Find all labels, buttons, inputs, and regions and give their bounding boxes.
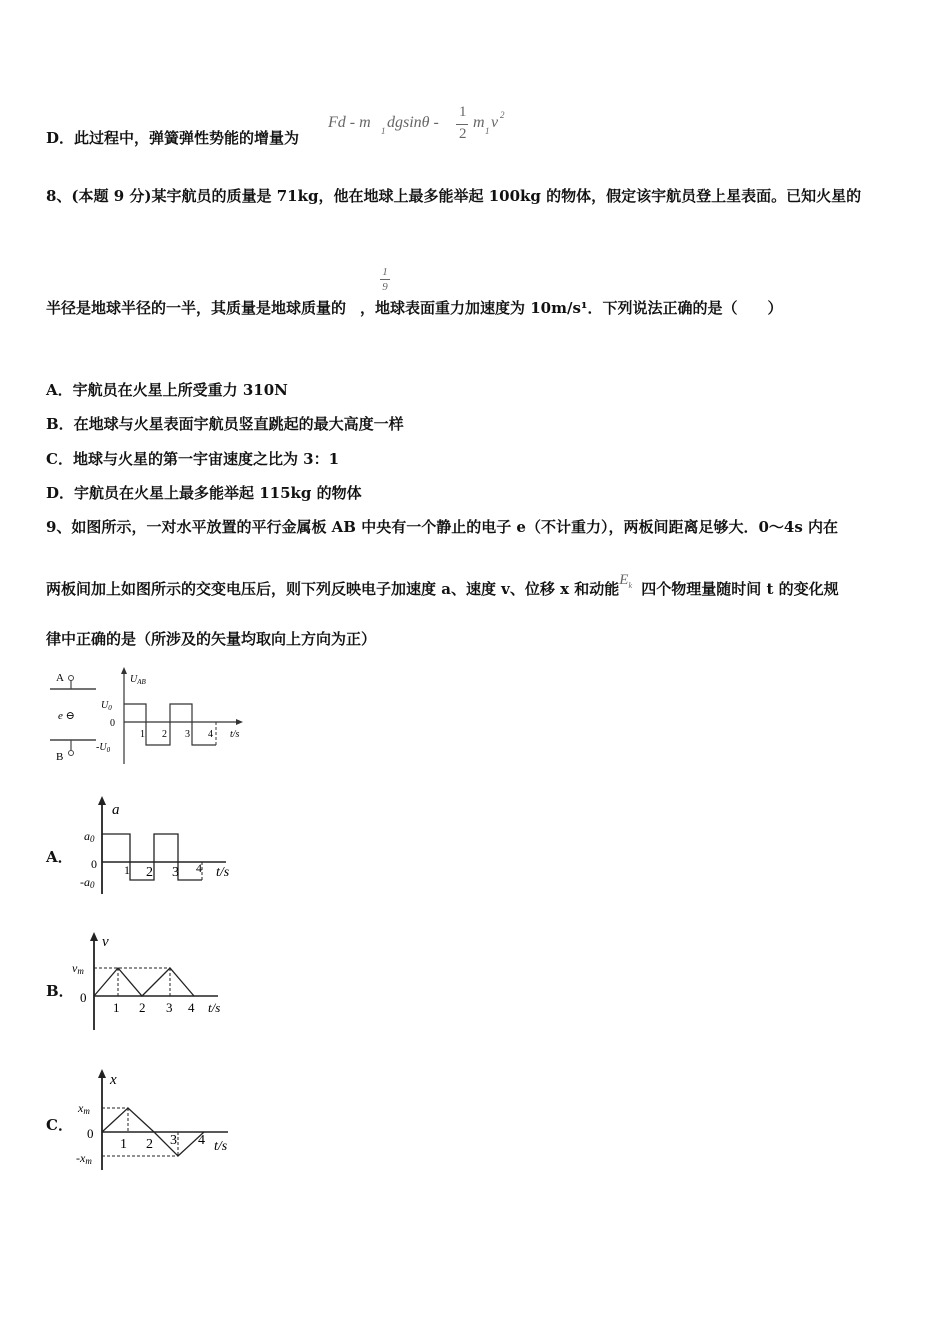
q9-option-c-graph	[74, 1064, 244, 1178]
q8-stem-line2b: ，地球表面重力加速度为 10m/s¹．下列说法正确的是（ ）	[360, 299, 783, 317]
opt-b-y-label: v	[102, 934, 109, 950]
q9-ek	[619, 570, 641, 596]
formula-sub-1: 1	[381, 126, 386, 136]
opt-c-tick-1: 1	[120, 1137, 127, 1152]
opt-c-neg-label: -xm	[76, 1151, 92, 1166]
q9-stem-line2a: 两板间加上如图所示的交变电压后，则下列反映电子加速度 a、速度 v、位移 x 和动能	[46, 580, 620, 598]
formula-frac-num: 1	[459, 104, 467, 120]
q9-ek-sub: k	[628, 581, 633, 590]
q8-stem-line2	[46, 298, 782, 318]
formula-part-c: m	[473, 114, 485, 131]
opt-c-tick-4: 4	[198, 1133, 205, 1148]
q7-option-d	[46, 128, 299, 148]
plate-b-label: B	[56, 751, 64, 763]
formula-frac-den: 2	[459, 126, 467, 142]
q7-formula	[328, 106, 528, 150]
opt-b-wave	[94, 968, 194, 996]
q8-option-a: A．宇航员在火星上所受重力 310N	[46, 381, 288, 399]
main-tick-3: 3	[185, 729, 190, 740]
formula-part-d: v	[491, 114, 499, 131]
opt-b-pos-label: vm	[72, 961, 84, 976]
main-tick-4: 4	[208, 729, 213, 740]
main-tick-1: 1	[140, 729, 145, 740]
electron-label: e ⊖	[58, 710, 75, 722]
formula-sup: 2	[500, 110, 505, 120]
opt-b-origin: 0	[80, 990, 87, 1005]
q9-ek-main: E	[619, 572, 629, 588]
opt-c-tick-3: 3	[170, 1133, 177, 1148]
opt-a-y-label: a	[112, 802, 120, 818]
q8-frac-bar	[380, 279, 390, 280]
origin-label: 0	[110, 718, 115, 729]
q9-option-c-label: C．	[46, 1116, 73, 1134]
opt-c-y-label: x	[110, 1072, 117, 1088]
q8-frac-num: 1	[382, 266, 388, 278]
opt-b-tick-3: 3	[166, 1000, 173, 1015]
uab-label: $U_{AB}$	[130, 674, 146, 686]
q8-option-b: B．在地球与火星表面宇航员竖直跳起的最大高度一样	[46, 415, 404, 433]
opt-c-t-label: t/s	[214, 1139, 228, 1154]
opt-c-tick-2: 2	[146, 1137, 153, 1152]
q7-option-d-text: D．此过程中，弹簧弹性势能的增量为	[46, 129, 300, 147]
formula-frac-bar	[456, 124, 468, 125]
neg-u0-label: $-U_0$	[96, 742, 111, 754]
q8-frac-den: 9	[382, 281, 388, 293]
opt-a-tick-3: 3	[172, 865, 179, 880]
q9-option-b-graph	[68, 928, 238, 1038]
opt-b-tick-4: 4	[188, 1000, 195, 1015]
plate-a-label: A	[56, 672, 64, 684]
q8-option-c: C．地球与火星的第一宇宙速度之比为 3：1	[46, 450, 340, 468]
q9-option-b-label: B．	[46, 982, 74, 1000]
q9-main-figure	[44, 664, 254, 772]
q9-stem-line1: 9、如图所示，一对水平放置的平行金属板 AB 中央有一个静止的电子 e（不计重力），两板间距离足够大．0～4s 内在	[46, 518, 839, 536]
opt-a-origin: 0	[91, 857, 97, 871]
opt-a-tick-1: 1	[124, 863, 130, 877]
opt-a-tick-4: 4	[196, 861, 202, 875]
opt-c-pos-label: xm	[78, 1101, 90, 1116]
opt-a-neg-label: -a0	[80, 875, 95, 890]
q9-stem-line2b: 四个物理量随时间 t 的变化规	[641, 580, 839, 598]
opt-a-t-label: t/s	[216, 865, 230, 880]
formula-part-a: Fd - m	[328, 114, 371, 131]
formula-sub-2: 1	[485, 126, 490, 136]
u0-label: $U_0$	[101, 700, 112, 712]
q8-fraction	[378, 266, 392, 300]
q9-stem-line2	[46, 572, 839, 606]
q9-stem-line3: 律中正确的是（所涉及的矢量均取向上方向为正）	[46, 630, 377, 648]
q9-option-a-label: A．	[46, 848, 73, 866]
main-tick-2: 2	[162, 729, 167, 740]
main-t-label: t/s	[230, 729, 240, 740]
q8-stem-line2a: 半径是地球半径的一半，其质量是地球质量的	[46, 299, 347, 317]
opt-a-pos-label: a0	[84, 829, 95, 844]
opt-c-origin: 0	[87, 1126, 94, 1141]
q9-option-a-graph	[78, 792, 248, 902]
q8-stem-line1: 8、(本题 9 分)某宇航员的质量是 71kg，他在地球上最多能举起 100kg 的物体，假定该宇航员登上星表面。已知火星的	[46, 187, 862, 205]
opt-a-tick-2: 2	[146, 865, 153, 880]
formula-part-b: dgsinθ -	[387, 114, 439, 131]
q8-option-d: D．宇航员在火星上最多能举起 115kg 的物体	[46, 484, 362, 502]
opt-b-tick-2: 2	[139, 1000, 146, 1015]
opt-b-tick-1: 1	[113, 1000, 120, 1015]
opt-b-t-label: t/s	[208, 1000, 221, 1015]
